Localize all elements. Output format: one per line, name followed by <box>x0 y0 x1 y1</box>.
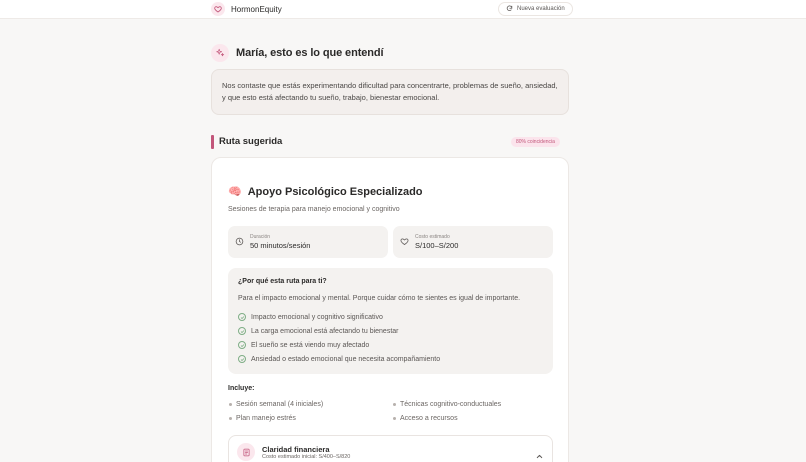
section-title: Ruta sugerida <box>219 136 283 147</box>
summary-card <box>211 69 569 115</box>
include-item: Plan manejo estrés <box>229 415 296 422</box>
top-bar <box>0 0 806 19</box>
cost-value: S/100–S/200 <box>415 240 459 250</box>
refresh-icon <box>506 5 513 14</box>
why-title: ¿Por qué esta ruta para ti? <box>238 278 327 285</box>
receipt-icon <box>237 443 255 461</box>
brand-name: HormonEquity <box>231 4 282 14</box>
duration-stat <box>228 226 388 258</box>
brand[interactable] <box>211 2 282 16</box>
new-evaluation-button[interactable] <box>498 2 573 16</box>
check-circle-icon <box>238 327 246 335</box>
bullet-icon <box>229 417 232 420</box>
heart-icon <box>400 233 409 251</box>
route-title: Apoyo Psicológico Especializado <box>247 186 423 198</box>
financial-subtitle: Costo estimado inicial: S/400–S/820 <box>262 454 351 460</box>
check-circle-icon <box>238 313 246 321</box>
financial-title: Claridad financiera <box>262 445 330 454</box>
includes-title: Incluye: <box>228 385 255 392</box>
route-card-header <box>228 186 423 198</box>
route-subtitle: Sesiones de terapia para manejo emocional y cognitivo <box>228 206 400 213</box>
intro-title: María, esto es lo que entendí <box>236 47 384 59</box>
why-item: El sueño se está viendo muy afectado <box>238 341 369 349</box>
section-accent-bar <box>211 135 214 149</box>
why-item: Ansiedad o estado emocional que necesita acompañamiento <box>238 355 440 363</box>
check-circle-icon <box>238 355 246 363</box>
include-item: Sesión semanal (4 iniciales) <box>229 401 323 408</box>
why-item: Impacto emocional y cognitivo significativo <box>238 313 383 321</box>
summary-text: Nos contaste que estás experimentando dificultad para concentrarte, problemas de sueño, ansiedad, y que esto está afectando tu sueño, trabajo, bienestar emocional. <box>222 81 558 102</box>
clock-icon <box>235 233 244 251</box>
heart-icon <box>211 2 225 16</box>
match-badge: 80% coincidencia <box>511 137 560 147</box>
bullet-icon <box>393 417 396 420</box>
sparkles-icon <box>211 44 229 62</box>
duration-value: 50 minutos/sesión <box>250 240 311 250</box>
intro-header <box>211 44 383 62</box>
chevron-up-icon[interactable] <box>535 448 544 462</box>
duration-label: Duración <box>250 233 271 240</box>
cost-label: Costo estimado <box>415 233 450 240</box>
include-item: Técnicas cognitivo-conductuales <box>393 401 501 408</box>
bullet-icon <box>393 403 396 406</box>
check-circle-icon <box>238 341 246 349</box>
bullet-icon <box>229 403 232 406</box>
new-evaluation-label: Nueva evaluación <box>517 6 565 12</box>
why-text: Para el impacto emocional y mental. Porque cuidar cómo te sientes es igual de importante. <box>238 295 521 302</box>
why-item: La carga emocional está afectando tu bienestar <box>238 327 399 335</box>
brain-icon: 🧠 <box>228 186 242 198</box>
include-item: Acceso a recursos <box>393 415 458 422</box>
cost-stat <box>393 226 553 258</box>
